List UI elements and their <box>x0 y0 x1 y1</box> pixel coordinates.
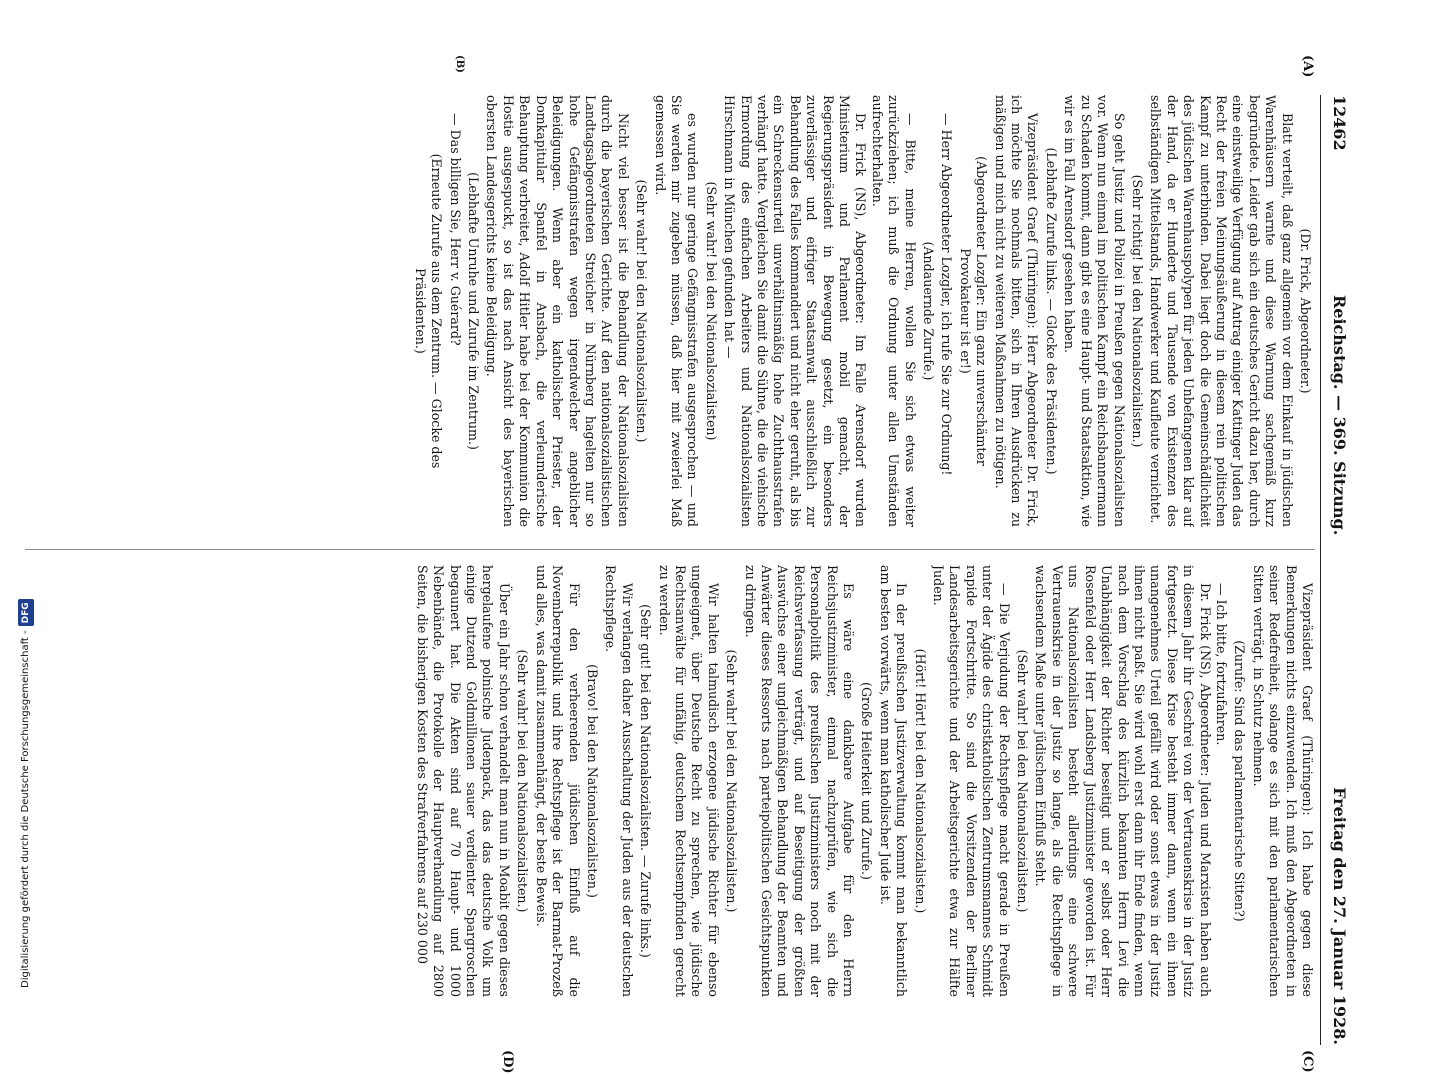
left-column <box>25 95 1315 527</box>
paragraph: Vizepräsident Graef (Thüringen): Ich habe gegen diese Bemerkungen nichts einzuwenden. Ich muß den Abgeordneten in seiner Redefreiheit, solange es sich mit den parlamentarischen Sitten verträgt, in Schutz nehmen. <box>1250 565 1315 997</box>
paragraph: — Ich bitte, fortzufahren. <box>1213 583 1229 746</box>
paragraph: (Hört! Hört! bei den Nationalsozialisten.) <box>912 648 928 914</box>
paragraph: (Andauernde Zurufe.) <box>921 241 937 381</box>
paragraph: (Abgeordneter Lozgler: Ein ganz unverschämter Provokateur ist er!) <box>957 156 990 466</box>
paragraph: Für den verheerenden jüdischen Einfluß auf die Novemberrepublik und ihre Rechtspflege ist der Barmat-Prozeß und alles, was damit zusammenhängt, der beste Beweis. <box>533 565 582 997</box>
credit-text: Digitalisierung gefördert durch die Deutsche Forschungsgemeinschaft - <box>20 630 31 988</box>
paragraph: Blatt verteilt, daß ganz allgemein vor dem Einkauf in jüdischen Warenhäusern warnte und diese Warnung sachgemäß kurz begründete. Leider gab sich ein deutsches Gericht dazu her, durch eine einstweilige Verfügung auf Antrag einiger Kattinger Juden das Recht der freien Meinungsäußerung in diesem rein politischen Kampf zu unterbinden. Dabei liegt doch die Gemeinschädlichkeit des jüdischen Warenhauspolypen für jeden Unbefangenen klar auf der Hand, da er Hunderte und Tausende von Existenzen des selbständigen Mittelstands, Handwerker und Kaufleute vernichtet. <box>1148 95 1295 527</box>
paragraph: (Zurufe: Sind das parlamentarische Sitten?) <box>1232 640 1248 922</box>
paragraph: (Sehr wahr! bei den Nationalsozialisten) <box>703 181 719 441</box>
paragraph: — Herr Abgeordneter Lozgler, ich rufe Sie zur Ordnung! <box>939 113 955 476</box>
paragraph: (Große Heiterkeit und Zurufe.) <box>859 682 875 880</box>
right-column <box>25 565 1315 997</box>
page-number: 12462 <box>1330 95 1349 151</box>
paragraph: (Lebhafte Zurufe links. — Glocke des Präsidenten.) <box>1043 147 1059 475</box>
session-date: Freitag den 27. Januar 1928. <box>1330 787 1349 1045</box>
paragraph: (Bravo! bei den Nationalsozialisten.) <box>584 664 600 898</box>
column-divider <box>25 549 1315 550</box>
paragraph: Über ein Jahr schon verhandelt man nun in Moabit gegen dieses hergelaufene polnische Judenpack, das das deutsche Volk um einige Dutzend Goldmillionen sauer verdienter Spargroschen begaunert hat. Die Akten sind auf 70 Haupt- und 1000 Nebenbände, die Protokolle der Hauptverhandlung auf 2800 Seiten, die bisherigen Kosten des Strafverfahrens auf 230 000 <box>414 565 512 997</box>
header-rule <box>1320 95 1321 1045</box>
paragraph: — Bitte, meine Herren, wollen Sie sich etwas weiter zurückziehen; ich muß die Ordnung unter allen Umständen aufrechterhalten. <box>869 95 918 527</box>
paragraph: (Dr. Frick, Abgeordneter.) <box>1298 228 1313 394</box>
paragraph: es wurden nur geringe Gefängnisstrafen ausgesprochen — und Sie werden mir zugeben müssen, daß hier mit zweierlei Maß gemessen wird. <box>652 95 701 527</box>
dfg-logo: DFG <box>18 599 34 626</box>
paragraph: Wir halten talmudisch erzogene jüdische Richter für ebenso ungeeignet, über Deutsche Recht zu sprechen, wie jüdische Rechtsanwälte für unfähig, deutschem Rechtsempfinden gerecht zu werden. <box>656 565 721 997</box>
paragraph: (Erneute Zurufe aus dem Zentrum. — Glocke des Präsidenten.) <box>412 153 445 469</box>
paragraph: — Das billigen Sie, Herr v. Guérard? <box>447 113 463 346</box>
paragraph: Vizepräsident Graef (Thüringen): Herr Abgeordneter Dr. Frick, ich möchte Sie nochmals bitten, sich in Ihren Ausdrücken zu mäßigen und mich nicht zu weiteren Maßnahmen zu nötigen. <box>992 95 1041 527</box>
page-header <box>1325 95 1355 1045</box>
paragraph: — Die Verjudung der Rechtspflege macht gerade in Preußen unter der Ägide des christkatholischen Zentrumsmannes Schmidt rapide Fortschritte. So sind die Vorsitzenden der Berliner Landesarbeitsgerichte und der Arbeitsgerichte etwa zur Hälfte Juden. <box>931 565 1012 997</box>
paragraph: (Sehr wahr! bei den Nationalsozialisten.) <box>515 649 531 913</box>
paragraph: Dr. Frick (NS), Abgeordneter: Juden und Marxisten haben auch in diesem Jahr ihr Geschrei von der Vertrauenskrise in der Justiz fortgesetzt. Diese Krise besteht immer dann, wenn ein ihnen unangenehmes Urteil gefällt wird oder sonst etwas in der Justiz ihnen nicht paßt. Sie wird wohl erst dann ihr Ende finden, wenn nach dem Vorschlag des kürzlich bekannten Herrn Levi die Unabhängigkeit der Richter beseitigt und er selbst oder Herr Rosenfeld oder Herr Landsberg Justizminister geworden ist. Für uns Nationalsozialisten besteht allerdings eine schwere Vertrauenskrise in der Justiz so lange, als die Rechtspflege in wachsendem Maße unter jüdischem Einfluß steht. <box>1033 565 1213 997</box>
paragraph: So geht Justiz und Polizei in Preußen gegen Nationalsozialisten vor. Wenn nun einmal im politischen Kampf ein Reichsbannermann zu Schaden kommt, dann gibt es eine Haupt- und Staatsaktion, wie wir es im Fall Arensdorf gesehen haben. <box>1062 95 1127 527</box>
paragraph: (Lebhafte Unruhe und Zurufe im Zentrum.) <box>466 172 482 450</box>
paragraph: Wir verlangen daher Ausschaltung der Juden aus der deutschen Rechtspflege. <box>603 565 635 997</box>
paragraph: In der preußischen Justizverwaltung kommt man bekanntlich am besten vorwärts, wenn man katholischer Jude ist. <box>877 565 910 997</box>
session-title: Reichstag. — 369. Sitzung. <box>1330 295 1349 536</box>
paragraph: Dr. Frick (NS), Abgeordneter: Im Falle Arensdorf wurden Ministerium und Parlament mobil gemacht, der Regierungspräsident in Bewegung gesetzt, ein besonders zuverlässiger und eifriger Staatsanwalt ausschließlich zur Behandlung des Falles kommandiert und nicht eher geruht, als bis ein Schreckensurteil unverhältnismäßig hohe Zuchthausstrafen verhängt hatte. Vergleichen Sie damit die Sühne, die die viehische Ermordung des einfachen Arbeiters und Nationalsozialisten Hirschmann in München gefunden hat — <box>722 95 869 527</box>
paragraph: (Sehr gut! bei den Nationalsozialisten. — Zurufe links.) <box>638 604 654 958</box>
paragraph: (Sehr wahr! bei den Nationalsozialisten.) <box>724 649 740 913</box>
margin-marker-c: (C) <box>1300 1050 1315 1073</box>
margin-marker-d: (D) <box>500 1050 515 1074</box>
margin-marker-a: (A) <box>1300 55 1315 78</box>
document-page <box>10 55 1355 1074</box>
paragraph: (Sehr richtig! bei den Nationalsozialisten.) <box>1129 174 1145 448</box>
paragraph: (Sehr wahr! bei den Nationalsozialisten.) <box>1015 649 1031 913</box>
paragraph: Nicht viel besser ist die Behandlung der Nationalsozialisten durch die bayerischen Gerichte. Auf den nationalsozialistischen Landtagsabgeordneten Streicher in Nürnberg hagelten nur so hohe Gefängnisstrafen wegen irgendwelcher angeblicher Beleidigungen. Wenn aber ein katholischer Priester, der Domkapitular Spanfel in Ansbach, die verleumderische Behauptung verbreitet, Adolf Hitler habe bei der Kommunion die Hostie ausgespuckt, so ist das nach Ansicht des bayerischen obersten Landesgerichts keine Beleidigung. <box>484 95 631 527</box>
paragraph: Es wäre eine dankbare Aufgabe für den Herrn Reichsjustizminister, einmal nachzuprüfen, wie sich die Personalpolitik des preußischen Justizministers noch mit der Reichsverfassung verträgt, und auf Beseitigung der größten Auswüchse einer ungleichmäßigen Behandlung der Beamten und Anwärter dieses Ressorts nach parteipolitischen Gesichtspunkten zu dringen. <box>742 565 857 997</box>
margin-marker-b: (B) <box>454 55 465 73</box>
paragraph: (Sehr wahr! bei den Nationalsozialisten.) <box>634 179 650 443</box>
